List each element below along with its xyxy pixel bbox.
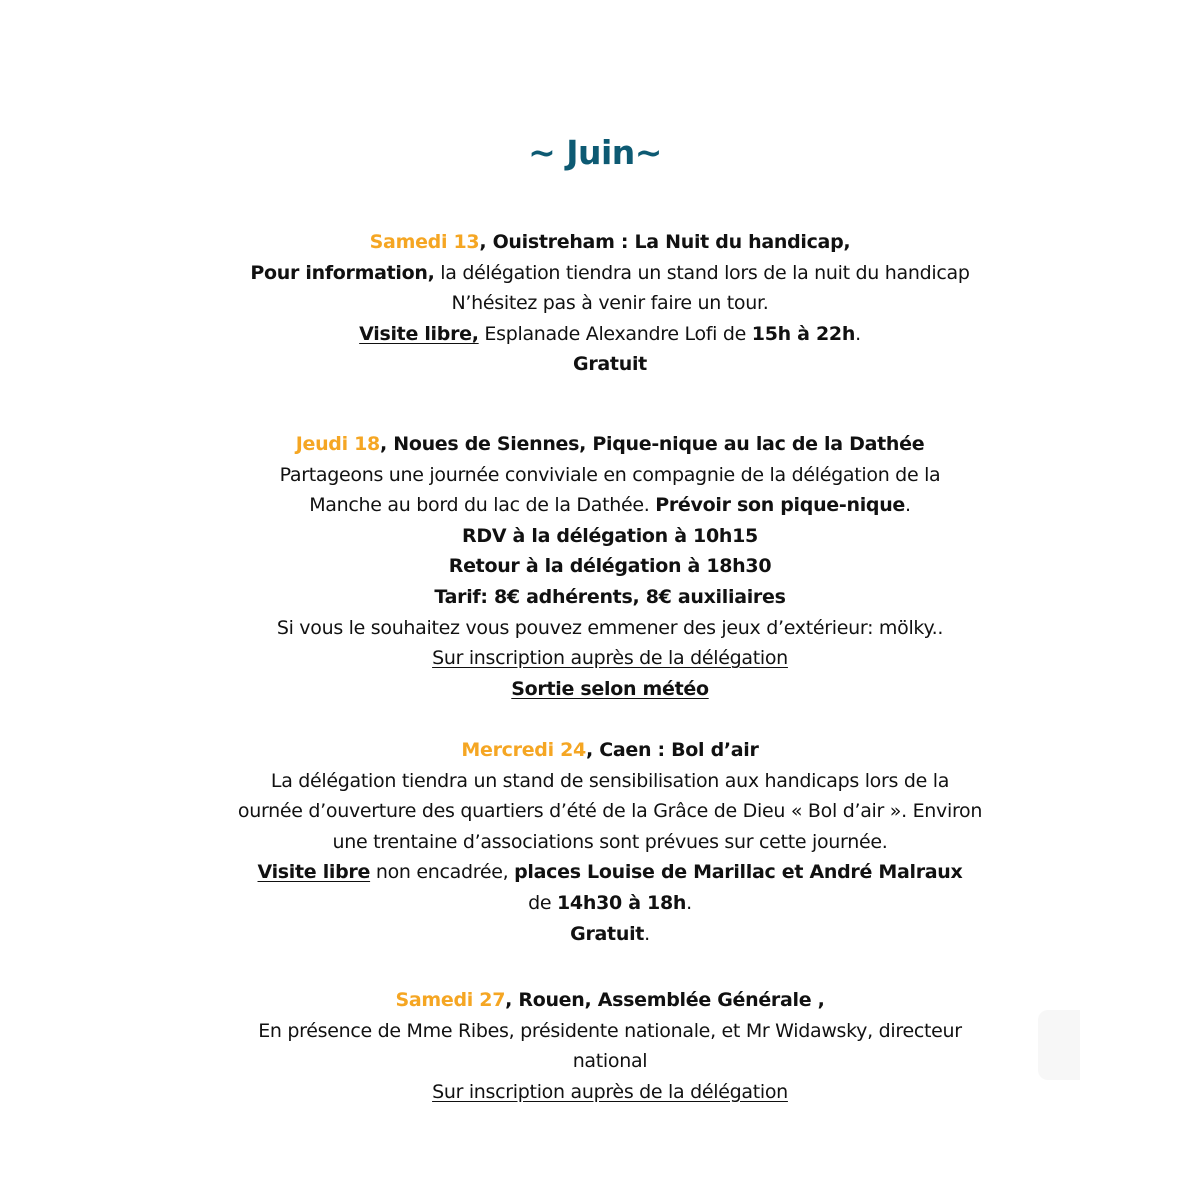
invite-line: N’hésitez pas à venir faire un tour. <box>451 292 769 315</box>
picnic-note: Prévoir son pique-nique <box>655 494 906 517</box>
event-samedi-13 <box>150 227 1070 380</box>
info-line <box>150 258 1070 289</box>
event-day: Mercredi 24 <box>461 739 586 761</box>
event-heading-line <box>150 227 1070 258</box>
places: places Louise de Marillac et André Malraux <box>514 861 963 884</box>
event-hours: 14h30 à 18h <box>557 891 687 914</box>
description-end: . <box>905 494 911 517</box>
games-line: Si vous le souhaitez vous pouvez emmener des jeux d’extérieur: mölky.. <box>276 616 944 639</box>
visit-text: non encadrée, <box>370 861 515 884</box>
hours-prefix: de <box>528 891 557 914</box>
description-line: une trentaine d’associations sont prévues sur cette journée. <box>332 830 888 853</box>
visit-line <box>150 857 1070 888</box>
registration-line <box>150 643 1070 674</box>
weather-note: Sortie selon météo <box>511 677 709 700</box>
description-text: Manche au bord du lac de la Dathée. <box>309 494 656 517</box>
description-line: national <box>572 1050 648 1073</box>
description-line <box>150 490 1070 521</box>
description-line: Partageons une journée conviviale en compagnie de la délégation de la <box>279 463 941 486</box>
registration-line <box>150 1077 1070 1108</box>
registration-link[interactable]: Sur inscription auprès de la délégation <box>432 647 788 670</box>
event-hours: 15h à 22h <box>751 322 856 345</box>
info-label: Pour information, <box>250 261 435 284</box>
event-day: Samedi 13 <box>369 231 480 253</box>
price-line: Gratuit <box>573 353 647 376</box>
price-end: . <box>644 922 650 945</box>
event-heading-line <box>150 735 1070 766</box>
hours-end: . <box>855 322 861 345</box>
event-mercredi-24 <box>150 735 1070 949</box>
description-line: ournée d’ouverture des quartiers d’été de la Grâce de Dieu « Bol d’air ». Environ <box>237 800 983 823</box>
event-heading: , Caen : Bol d’air <box>585 739 759 761</box>
return-line: Retour à la délégation à 18h30 <box>448 555 772 578</box>
hours-end: . <box>686 891 692 914</box>
faint-corner-shape <box>1038 1010 1080 1080</box>
weather-line <box>150 674 1070 705</box>
event-heading: , Ouistreham : La Nuit du handicap, <box>479 231 851 253</box>
visit-text: Esplanade Alexandre Lofi de <box>478 322 752 345</box>
description-line: En présence de Mme Ribes, présidente nationale, et Mr Widawsky, directeur <box>258 1019 962 1042</box>
tarif-line: Tarif: 8€ adhérents, 8€ auxiliaires <box>434 585 786 608</box>
visit-label: Visite libre <box>257 861 371 884</box>
event-heading: , Noues de Siennes, Pique-nique au lac de la Dathée <box>379 433 925 455</box>
visit-label: Visite libre, <box>359 322 479 345</box>
price-line <box>150 919 1070 950</box>
registration-link[interactable]: Sur inscription auprès de la délégation <box>432 1080 788 1103</box>
event-samedi-27 <box>150 985 1070 1107</box>
event-day: Samedi 27 <box>395 989 506 1011</box>
event-heading: , Rouen, Assemblée Générale , <box>505 989 825 1011</box>
info-text: la délégation tiendra un stand lors de la nuit du handicap <box>434 261 970 284</box>
description-line: La délégation tiendra un stand de sensibilisation aux handicaps lors de la <box>270 769 950 792</box>
event-day: Jeudi 18 <box>295 433 380 455</box>
rdv-line: RDV à la délégation à 10h15 <box>462 524 758 547</box>
event-heading-line <box>150 429 1070 460</box>
price: Gratuit <box>570 922 645 945</box>
page-title: ~ Juin~ <box>528 133 662 172</box>
visit-line <box>150 319 1070 350</box>
event-jeudi-18 <box>150 429 1070 704</box>
event-heading-line <box>150 985 1070 1016</box>
hours-line <box>150 888 1070 919</box>
